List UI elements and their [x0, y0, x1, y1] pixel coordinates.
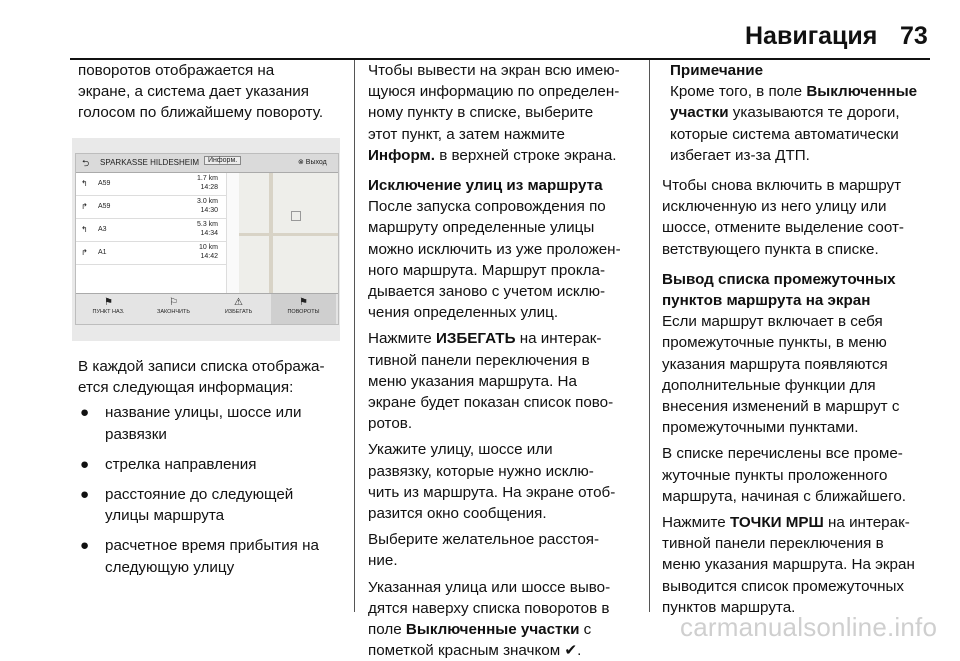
- column-1: [78, 60, 348, 124]
- distance: 1.7 km: [196, 175, 218, 182]
- paragraph: поворотов отображается на экране, а система дает указания голосом по ближайшему повороту.: [78, 62, 324, 122]
- eta: 14:42: [200, 253, 218, 260]
- map-road: [239, 233, 338, 236]
- note-title: Примечание: [670, 62, 764, 79]
- road-name: A59: [98, 203, 111, 210]
- paragraph: Чтобы снова включить в маршрут исключенную из него улицу или шоссе, отмените выделение соот- ветствующего пункта в списке.: [662, 177, 904, 258]
- navigation-screenshot: [72, 138, 340, 341]
- section-heading: Исключение улиц из маршрута: [368, 177, 603, 195]
- waypoints-label: ТОЧКИ МРШ: [729, 514, 824, 532]
- screen-title: SPARKASSE HILDESHEIM: [100, 158, 199, 167]
- direction-arrow-icon: ↰: [81, 225, 88, 234]
- paragraph: В каждой записи списка отобража- ется следующая информация:: [78, 358, 325, 397]
- paragraph: Нажмите ИЗБЕГАТЬ на интерак- тивной панели переключения в меню указания маршрута. На экране будет показан список пово- ротов.: [368, 330, 614, 433]
- bullet-icon: ●: [80, 455, 90, 473]
- column-divider: [354, 60, 355, 612]
- list-item: ● название улицы, шоссе или развязки: [80, 404, 302, 443]
- finish-flag-icon: ⚐: [169, 297, 178, 308]
- paragraph: После запуска сопровождения по маршруту определенные улицы можно исключить из уже проложен- ного маршрута. Маршрут прокла- дывается заново с учетом исклю- чения определенных улиц.: [368, 198, 621, 322]
- eta: 14:30: [200, 207, 218, 214]
- paragraph: Выберите желательное расстоя- ние.: [368, 531, 600, 570]
- screen-top-bar: [76, 154, 338, 173]
- watermark: carmanualsonline.info: [680, 612, 938, 642]
- road-name: A1: [98, 249, 107, 256]
- avoid-button: ⚠ ИЗБЕГАТЬ: [206, 294, 271, 325]
- eta: 14:34: [200, 230, 218, 237]
- bullet-icon: ●: [80, 404, 90, 422]
- direction-arrow-icon: ↰: [81, 179, 88, 188]
- info-button: Информ.: [204, 156, 241, 165]
- direction-arrow-icon: ↱: [81, 202, 88, 211]
- bullet-list: [78, 402, 348, 577]
- eta: 14:28: [200, 184, 218, 191]
- finish-button: ⚐ ЗАКОНЧИТЬ: [141, 294, 206, 325]
- road-name: A3: [98, 226, 107, 233]
- direction-arrow-icon: ↱: [81, 248, 88, 257]
- avoid-label: ИЗБЕГАТЬ: [435, 330, 516, 348]
- back-arrow-icon: ⮌: [82, 158, 90, 168]
- bullet-icon: ●: [80, 537, 90, 555]
- bullet-icon: ●: [80, 486, 90, 504]
- scrollbar: [226, 173, 239, 293]
- turns-button: ⚑ ПОВОРОТЫ: [271, 294, 336, 325]
- destination-button: ⚑ ПУНКТ НАЗ.: [76, 294, 141, 325]
- paragraph: Чтобы вывести на экран всю имею- щуюся информацию по определен- ному пункту в списке, выберите этот пункт, а затем нажмите Информ. в верхней строке экрана.: [368, 62, 620, 164]
- list-item: [76, 196, 226, 219]
- paragraph: В списке перечислены все проме- жуточные пункты проложенного маршрута, начиная с ближайшего.: [662, 445, 906, 505]
- map-poi-icon: [291, 211, 301, 221]
- section-heading: Вывод списка промежуточных пунктов маршрута на экран: [662, 270, 896, 310]
- list-item: ● расстояние до следующей улицы маршрута: [80, 486, 294, 525]
- paragraph: Если маршрут включает в себя промежуточные пункты, в меню указания маршрута появляются дополнительные функции для внесения изменений в маршрут с промежуточными пунктами.: [662, 313, 900, 437]
- paragraph: Кроме того, в поле Выключенные участки указываются те дороги, которые система автоматически избегает из-за ДТП.: [670, 83, 918, 164]
- nav-screen: [75, 153, 339, 325]
- column-3: [662, 60, 934, 618]
- column-2: [368, 60, 638, 661]
- exit-button: ⊗ Выход: [298, 159, 327, 166]
- flag-icon: ⚑: [104, 297, 113, 308]
- turns-icon: ⚑: [299, 297, 308, 308]
- paragraph: Нажмите ТОЧКИ МРШ на интерак- тивной панели переключения в меню указания маршрута. На экран выводится список промежуточных пунктов маршрута.: [662, 514, 915, 616]
- distance: 3.0 km: [196, 198, 218, 205]
- distance: 10 km: [198, 244, 218, 251]
- turn-list: [76, 173, 226, 293]
- distance: 5.3 km: [196, 221, 218, 228]
- info-label: Информ.: [368, 146, 435, 164]
- list-item: ● расчетное время прибытия на следующую улицу: [80, 537, 319, 576]
- map-preview: [239, 173, 338, 293]
- page-number: 73: [900, 22, 928, 50]
- screen-bottom-bar: [76, 293, 338, 325]
- column-divider: [649, 60, 650, 612]
- column-1-lower: [78, 356, 348, 587]
- avoid-icon: ⚠: [234, 297, 243, 308]
- list-item: [76, 173, 226, 196]
- excluded-label: Выключенные участки: [405, 621, 580, 639]
- list-item: [76, 242, 226, 265]
- road-name: A59: [98, 180, 111, 187]
- paragraph: Укажите улицу, шоссе или развязку, которые нужно исклю- чить из маршрута. На экране отоб- разится окно сообщения.: [368, 441, 616, 523]
- section-title: Навигация: [745, 22, 878, 50]
- paragraph: Указанная улица или шоссе выво- дятся наверху списка поворотов в поле Выключенные участки с пометкой красным значком ✔.: [368, 578, 611, 660]
- note-box: [662, 60, 934, 166]
- list-item: ● стрелка направления: [78, 454, 348, 475]
- list-item: [76, 219, 226, 242]
